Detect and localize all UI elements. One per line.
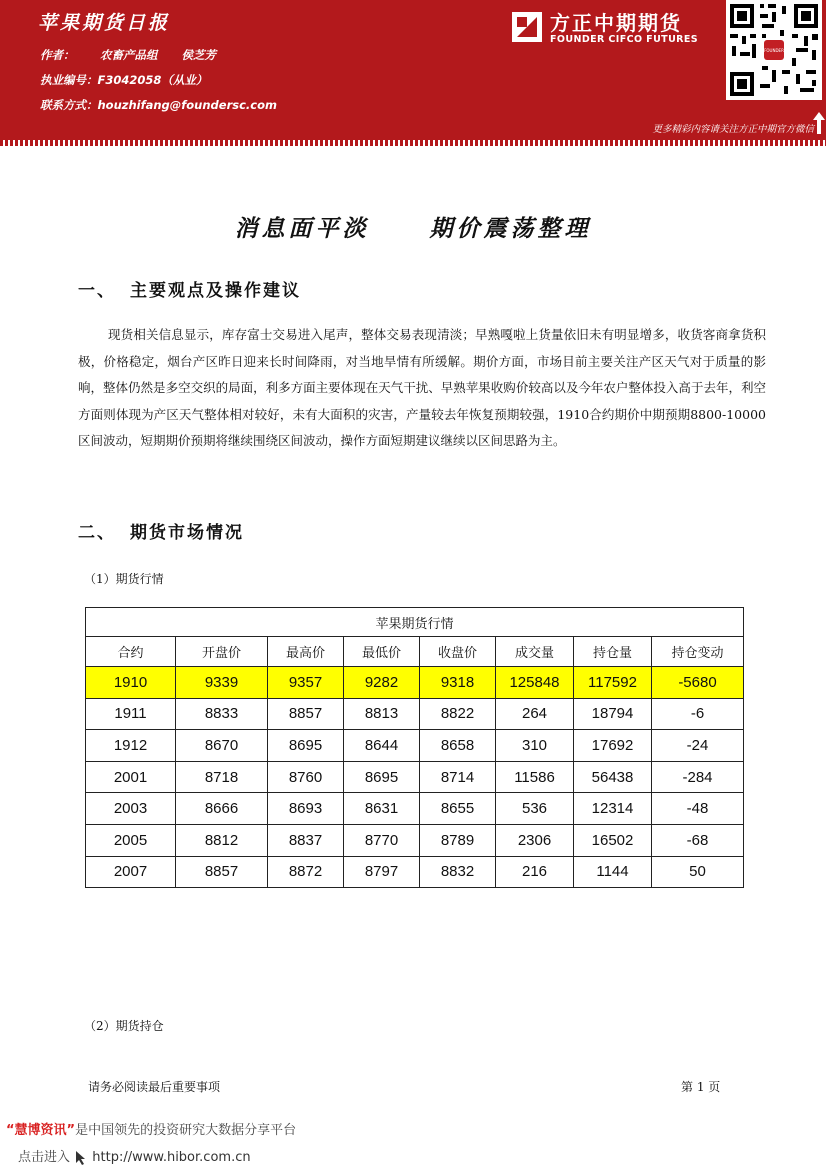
page-number: 第 1 页	[681, 1080, 721, 1094]
table-cell: 8718	[176, 761, 268, 793]
logo-chinese-name: 方正中期期货	[550, 11, 682, 35]
table-cell: 8714	[420, 761, 496, 793]
table-cell: 18794	[574, 698, 652, 730]
table-cell: -284	[652, 761, 744, 793]
table-row	[86, 667, 744, 699]
table-cell: 8832	[420, 856, 496, 888]
table-cell: 11586	[496, 761, 574, 793]
footer-notice: 请务必阅读最后重要事项	[88, 1080, 221, 1094]
contact-email[interactable]: houzhifang@foundersc.com	[97, 98, 277, 112]
table-cell: 8789	[420, 824, 496, 856]
table-cell: 117592	[574, 667, 652, 699]
table-cell: 310	[496, 730, 574, 762]
table-cell: 17692	[574, 730, 652, 762]
wechat-note: 更多精彩内容请关注方正中期官方微信	[652, 124, 814, 135]
table-cell: 8670	[176, 730, 268, 762]
table-cell: 8822	[420, 698, 496, 730]
table-cell: 8644	[344, 730, 420, 762]
company-logo	[490, 0, 726, 55]
qr-code-icon	[726, 0, 822, 100]
table-cell: 8658	[420, 730, 496, 762]
column-header: 收盘价	[420, 637, 496, 667]
table-cell: 8813	[344, 698, 420, 730]
table-cell: 8631	[344, 793, 420, 825]
futures-quote-table	[85, 607, 744, 888]
table-cell: 2001	[86, 761, 176, 793]
table-cell: 8833	[176, 698, 268, 730]
title-right: 期价震荡整理	[429, 215, 592, 242]
cursor-icon	[76, 1151, 86, 1165]
table-cell: 8655	[420, 793, 496, 825]
table-row	[86, 856, 744, 888]
table-cell: 8857	[268, 698, 344, 730]
header-stripe-divider	[0, 140, 826, 146]
column-header: 持仓变动	[652, 637, 744, 667]
table-cell: 2007	[86, 856, 176, 888]
summary-paragraph: 现货相关信息显示，库存富士交易进入尾声，整体交易表现清淡；早熟嘎啦上货量依旧未有明显增多，收货客商拿货积极，价格稳定，烟台产区昨日迎来长时间降雨，对当地旱情有所缓解。期价方面，市场目前主要关注产区天气对于质量的影响，整体仍然是多空交织的局面，利多方面主要体现在天气干扰、早熟苹果收购价较高以及今年农户整体投入高于去年，利空方面则体现为产区天气整体相对较好，未有大面积的灾害，产量较去年恢复预期较强，1910合约期价中期预期8800-10000区间波动，短期期价预期将继续围绕区间波动，操作方面短期建议继续以区间思路为主。	[78, 327, 766, 448]
license-value: F3042058（从业）	[97, 73, 208, 87]
table-cell: 8693	[268, 793, 344, 825]
section-number: 一、	[78, 281, 116, 301]
table-cell: 8837	[268, 824, 344, 856]
subsection-futures-positions: （2）期货持仓	[84, 1019, 164, 1033]
watermark-brand: “慧博资讯”	[6, 1123, 76, 1138]
qr-badge-text: FOUNDER	[764, 48, 784, 53]
column-header: 最高价	[268, 637, 344, 667]
table-cell: -68	[652, 824, 744, 856]
wechat-qr-code[interactable]	[726, 0, 822, 100]
table-cell: 8770	[344, 824, 420, 856]
table-cell: 2003	[86, 793, 176, 825]
report-header	[0, 0, 826, 140]
table-cell: 216	[496, 856, 574, 888]
license-label: 执业编号：	[40, 73, 98, 87]
subsection-futures-quotes: （1）期货行情	[84, 572, 164, 586]
watermark-link[interactable]: http://www.hibor.com.cn	[92, 1150, 251, 1165]
table-cell: 8812	[176, 824, 268, 856]
watermark-line-1	[6, 1119, 296, 1138]
column-header: 成交量	[496, 637, 574, 667]
table-cell: 50	[652, 856, 744, 888]
table-cell: 1144	[574, 856, 652, 888]
table-cell: 16502	[574, 824, 652, 856]
author-name: 侯芝芳	[181, 48, 217, 62]
table-cell: 8695	[268, 730, 344, 762]
table-row	[86, 793, 744, 825]
license-row	[40, 72, 277, 97]
table-cell: 8872	[268, 856, 344, 888]
table-cell: 9318	[420, 667, 496, 699]
table-cell: 1912	[86, 730, 176, 762]
section-heading-1	[78, 276, 301, 301]
table-row	[86, 761, 744, 793]
table-cell: 8857	[176, 856, 268, 888]
table-cell: 9339	[176, 667, 268, 699]
logo-english-name: FOUNDER CIFCO FUTURES	[550, 34, 699, 45]
table-cell: 12314	[574, 793, 652, 825]
table-cell: 264	[496, 698, 574, 730]
table-cell: 125848	[496, 667, 574, 699]
section-number: 二、	[78, 523, 116, 543]
table-cell: 8797	[344, 856, 420, 888]
author-group: 农畜产品组	[100, 48, 158, 62]
table-cell: -6	[652, 698, 744, 730]
contact-label: 联系方式：	[40, 98, 98, 112]
table-cell: 56438	[574, 761, 652, 793]
table-caption: 苹果期货行情	[86, 608, 744, 637]
table-cell: 1910	[86, 667, 176, 699]
table-cell: -48	[652, 793, 744, 825]
watermark-line-2	[18, 1146, 251, 1165]
column-header: 合约	[86, 637, 176, 667]
section-heading-2	[78, 518, 244, 543]
author-row	[40, 47, 277, 72]
title-left: 消息面平淡	[234, 215, 370, 242]
table-cell: 1911	[86, 698, 176, 730]
section-title: 期货市场情况	[130, 523, 244, 543]
table-cell: 2005	[86, 824, 176, 856]
table-cell: 2306	[496, 824, 574, 856]
page-title	[0, 210, 826, 243]
column-header: 开盘价	[176, 637, 268, 667]
watermark-enter: 点击进入	[18, 1150, 71, 1165]
watermark-slogan: 是中国领先的投资研究大数据分享平台	[75, 1123, 297, 1138]
table-row	[86, 730, 744, 762]
arrow-up-icon	[813, 112, 825, 134]
table-cell: 8760	[268, 761, 344, 793]
table-cell: 536	[496, 793, 574, 825]
column-header: 持仓量	[574, 637, 652, 667]
table-cell: 9357	[268, 667, 344, 699]
table-cell: -24	[652, 730, 744, 762]
table-row	[86, 698, 744, 730]
table-cell: 8666	[176, 793, 268, 825]
table-cell: -5680	[652, 667, 744, 699]
table-cell: 8695	[344, 761, 420, 793]
column-header: 最低价	[344, 637, 420, 667]
table-cell: 9282	[344, 667, 420, 699]
author-label: 作者：	[40, 48, 75, 62]
report-title: 苹果期货日报	[38, 12, 171, 34]
section-title: 主要观点及操作建议	[130, 281, 301, 301]
founder-logo-icon	[512, 12, 542, 42]
table-row	[86, 824, 744, 856]
